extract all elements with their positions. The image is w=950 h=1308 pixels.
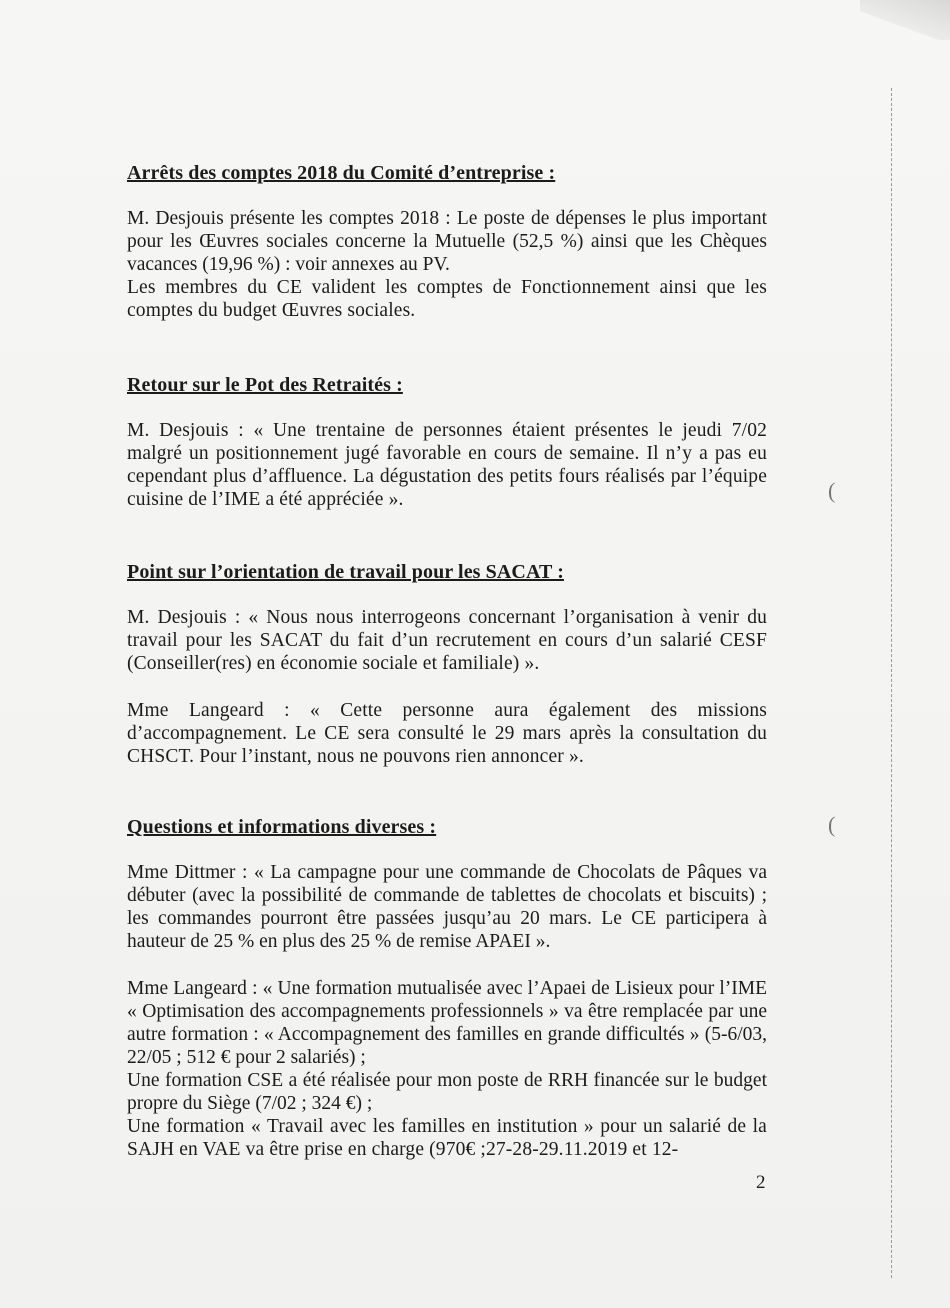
section-heading: Questions et informations diverses :: [127, 816, 437, 838]
section-pot-retraites: [127, 374, 767, 511]
paragraph: M. Desjouis : « Nous nous interrogeons concernant l’organisation à venir du travail pour les SACAT du fait d’un recrutement en cours d’un salarié CESF (Conseiller(res) en économie sociale et familiale) ».: [127, 607, 767, 674]
paragraph: Une formation « Travail avec les familles en institution » pour un salarié de la SAJH en VAE va être prise en charge (970€ ;27-28-29.11.2019 et 12-: [127, 1116, 767, 1160]
section-heading: Retour sur le Pot des Retraités :: [127, 374, 403, 396]
paragraph: Mme Dittmer : « La campagne pour une commande de Chocolats de Pâques va débuter (avec la possibilité de commande de tablettes de chocolats et biscuits) ; les commandes pourront être passées jusqu’au 20 mars. Le CE participera à hauteur de 25 % en plus des 25 % de remise APAEI ».: [127, 862, 767, 952]
binding-mark: (: [828, 812, 836, 837]
paragraph: M. Desjouis : « Une trentaine de personnes étaient présentes le jeudi 7/02 malgré un positionnement jugé favorable en cours de semaine. Il n’y a pas eu cependant plus d’affluence. La dégustation des petits fours réalisés par l’équipe cuisine de l’IME a été appréciée ».: [127, 420, 767, 510]
section-comptes: [127, 162, 767, 322]
paragraph: Mme Langeard : « Une formation mutualisée avec l’Apaei de Lisieux pour l’IME « Optimisation des accompagnements professionnels » va être remplacée par une autre formation : « Accompagnement des familles en grande difficultés » (5-6/03, 22/05 ; 512 € pour 2 salariés) ;: [127, 978, 767, 1068]
section-questions-diverses: [127, 816, 767, 1161]
paragraph: Les membres du CE valident les comptes de Fonctionnement ainsi que les comptes du budget Œuvres sociales.: [127, 277, 767, 321]
document-body: [127, 162, 767, 1161]
paragraph: Mme Langeard : « Cette personne aura également des missions d’accompagnement. Le CE sera consulté le 29 mars après la consultation du CHSCT. Pour l’instant, nous ne pouvons rien annoncer ».: [127, 700, 767, 767]
paragraph: Une formation CSE a été réalisée pour mon poste de RRH financée sur le budget propre du Siège (7/02 ; 324 €) ;: [127, 1070, 767, 1114]
section-heading: Arrêts des comptes 2018 du Comité d’entreprise :: [127, 162, 556, 184]
section-heading: Point sur l’orientation de travail pour les SACAT :: [127, 561, 564, 583]
page-number: 2: [756, 1172, 766, 1193]
binding-mark: (: [828, 478, 836, 503]
folded-corner: [860, 0, 950, 40]
perforation-edge: [891, 88, 892, 1278]
section-sacat: [127, 561, 767, 768]
paragraph: M. Desjouis présente les comptes 2018 : Le poste de dépenses le plus important pour les Œuvres sociales concerne la Mutuelle (52,5 %) ainsi que les Chèques vacances (19,96 %) : voir annexes au PV.: [127, 208, 767, 275]
